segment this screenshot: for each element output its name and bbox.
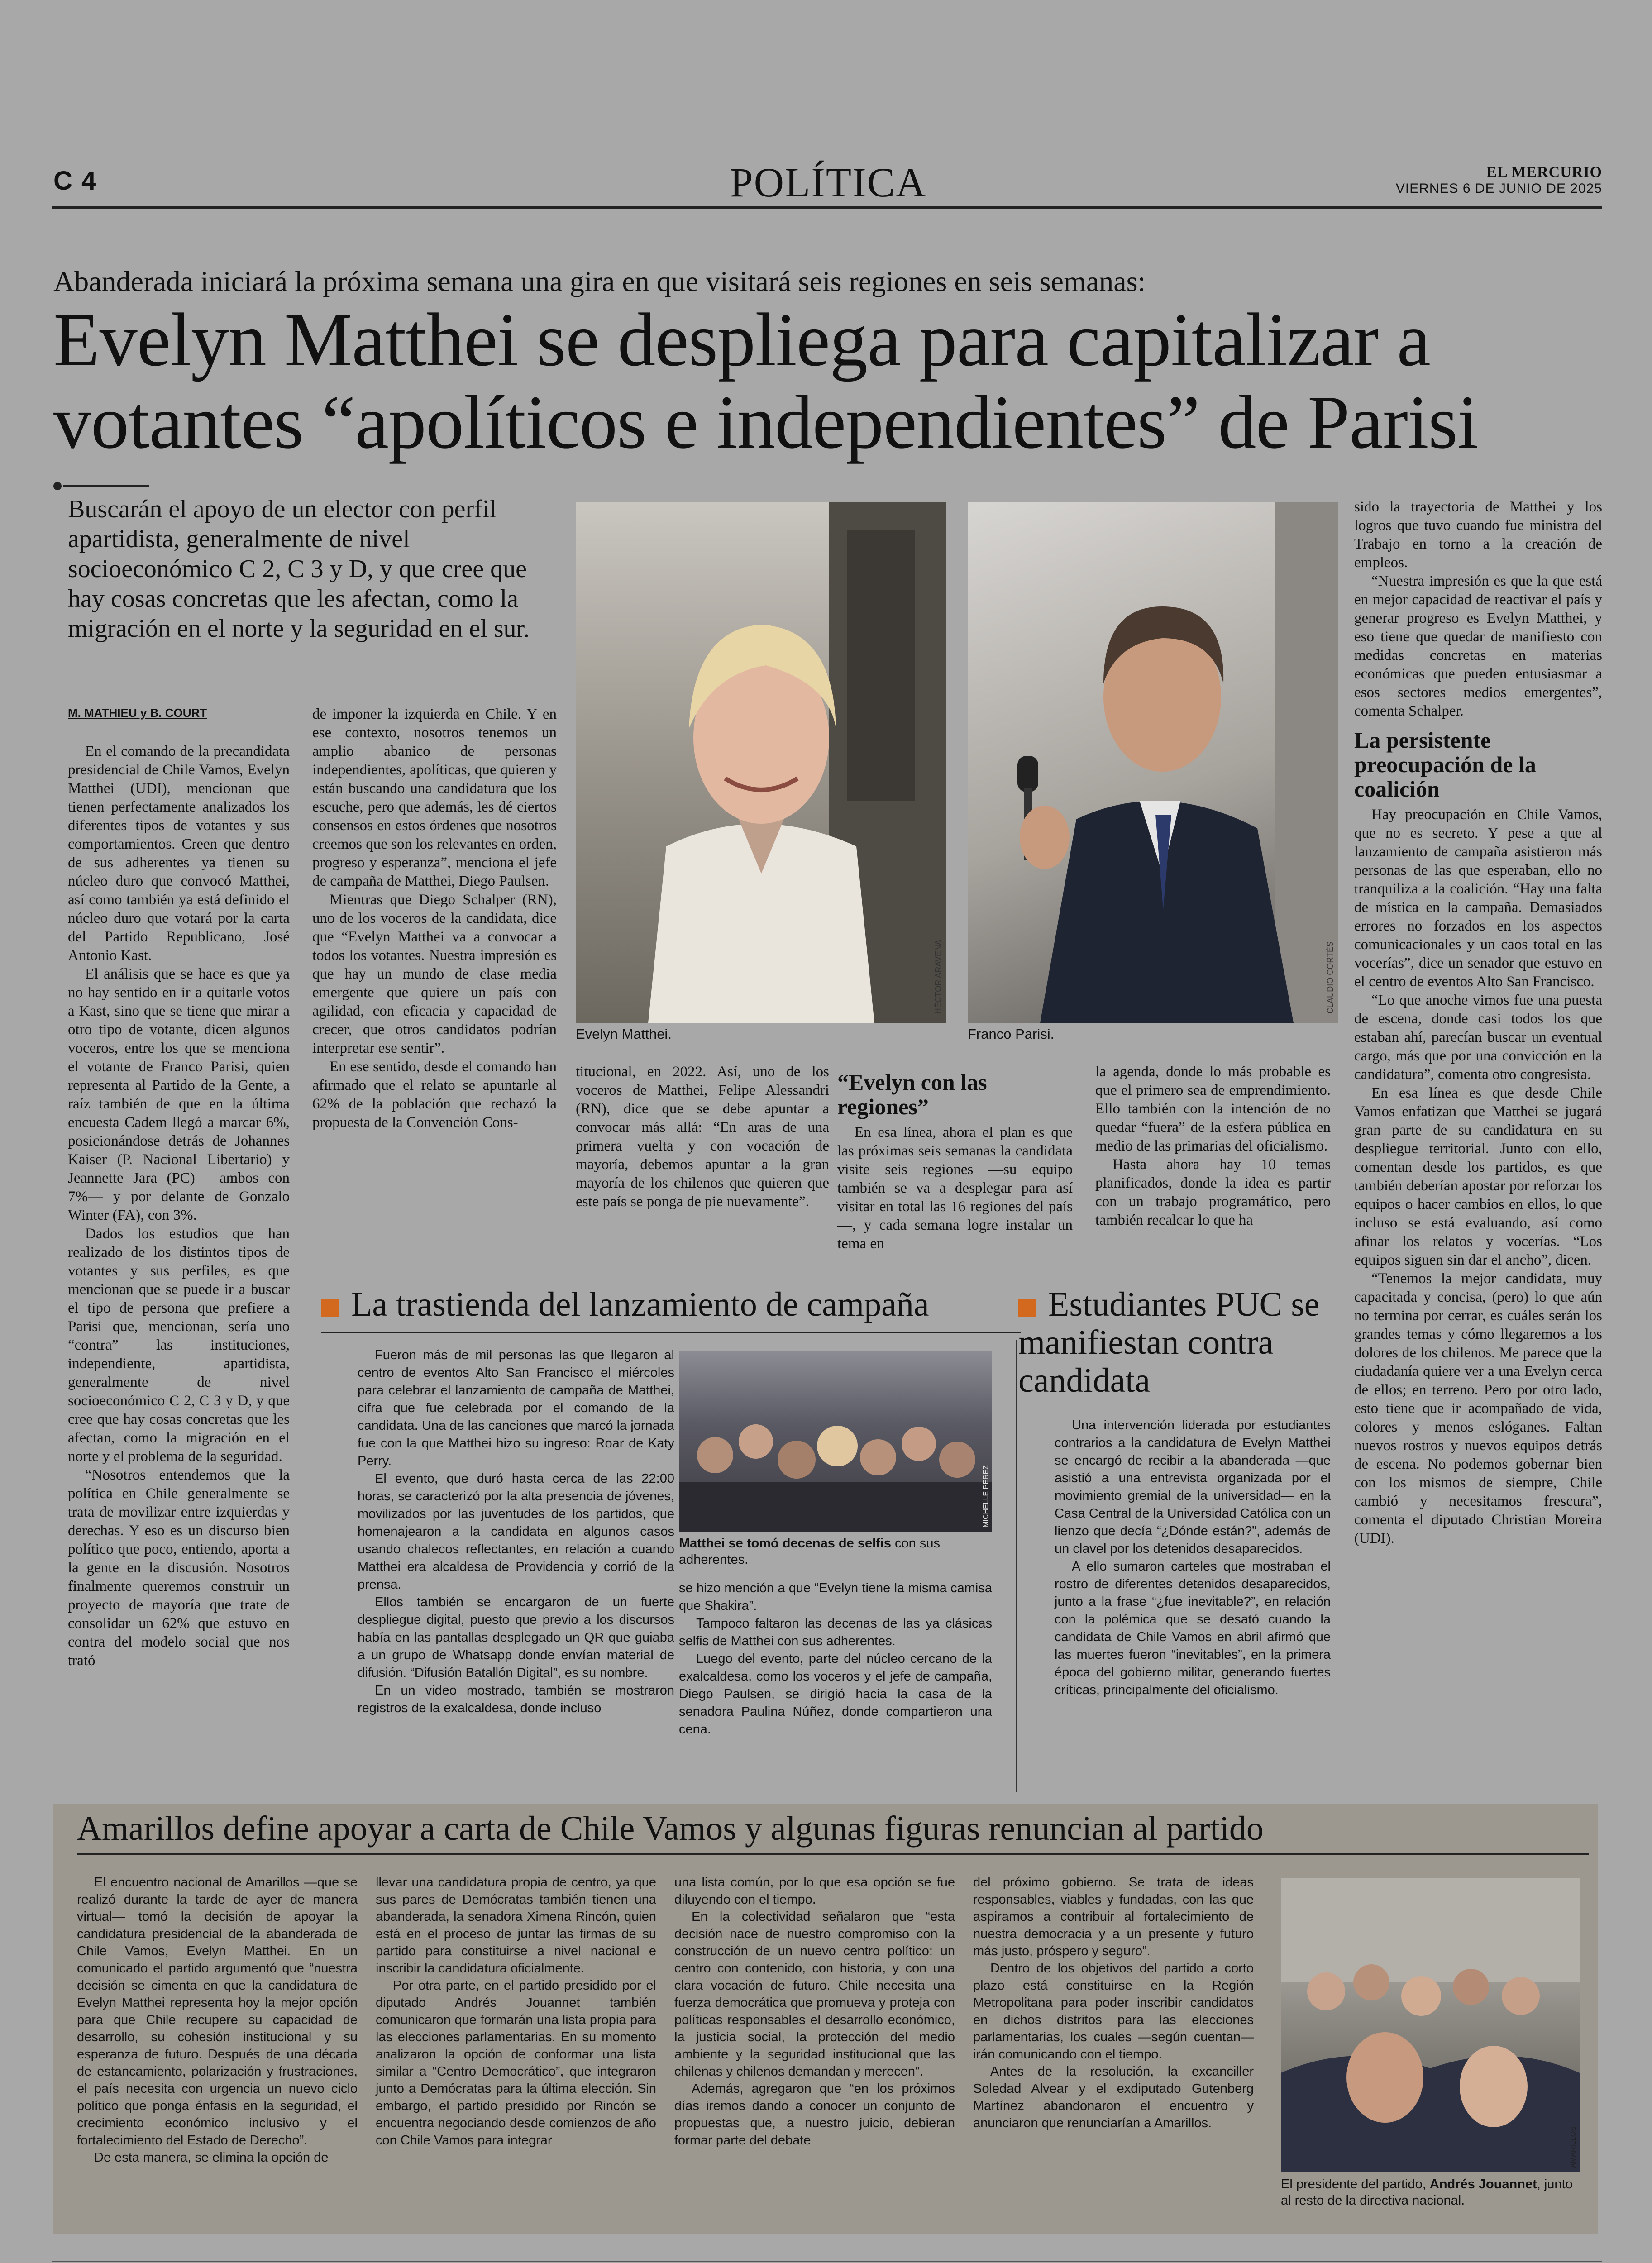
paragraph: Tampoco faltaron las decenas de las ya clásicas selfis de Matthei con sus adherentes.	[679, 1616, 992, 1648]
crowd-illustration	[679, 1351, 992, 1532]
trastienda-rule	[321, 1332, 1021, 1333]
paragraph: De esta manera, se elimina la opción de	[94, 2150, 329, 2165]
paragraph: titucional, en 2022. Así, uno de los voceros de Matthei, Felipe Alessandri (RN), dice que se debe apuntar a convocar más allá: “En aras de una primera vuelta y con vocación de mayoría, debemos apuntar a la gran mayoría de los chilenos que quieren que este país se ponga de pie nuevamente”.	[576, 1064, 829, 1210]
paragraph: Hasta ahora hay 10 temas planificados, donde la idea es partir con un trabajo programático, pero también recalcar lo que ha	[1095, 1156, 1331, 1228]
main-column-5	[1095, 1063, 1331, 1230]
amarillos-column-1	[77, 1874, 358, 2166]
main-deck: Buscarán el apoyo de un elector con perfil apartidista, generalmente de nivel socioeconómico C 2, C 3 y D, y que cree que hay cosas concretas que les afectan, como la migración en el norte y la seguridad en el sur.	[68, 495, 530, 643]
trastienda-title-text: La trastienda del lanzamiento de campaña	[351, 1285, 929, 1323]
puc-column	[1055, 1417, 1331, 1699]
photo-credit: AMARILLOS	[1570, 2126, 1577, 2168]
main-headline: Evelyn Matthei se despliega para capitalizar a votantes “apolíticos e independientes” de Parisi	[53, 298, 1478, 464]
paragraph: Hay preocupación en Chile Vamos, que no es secreto. Y pese a que al lanzamiento de campaña asistieron más personas de las que esperaban, ello no tranquiliza a la coalición. “Hay una falta de mística en la campaña. Demasiados errores no forzados en los aspectos comunicacionales y un caos total en las vocerías”, dice un senador que estuvo en el centro de eventos Alto San Francisco.	[1354, 807, 1602, 990]
photo-caption	[679, 1535, 992, 1568]
paragraph: de imponer la izquierda en Chile. Y en ese contexto, nosotros tenemos un amplio abanico de personas independientes, apolíticas, que quieren y están buscando una candidatura que los escuche, pero que además, les dé ciertos consensos en estos órdenes que nosotros creemos que son los relevantes en orden, progreso y esperanza”, menciona el jefe de campaña de Matthei, Diego Paulsen.	[312, 706, 557, 889]
amarillos-title: Amarillos define apoyar a carta de Chile Vamos y algunas figuras renuncian al partido	[77, 1809, 1264, 1848]
photo-credit: CLAUDIO CORTÉS	[1326, 941, 1335, 1014]
caption-bold: Matthei se tomó decenas de selfis	[679, 1536, 891, 1551]
column-divider	[1016, 1340, 1017, 1792]
paragraph: “Tenemos la mejor candidata, muy capacitada y concisa, (pero) lo que aún no termina por cerrar, es cuáles serán los grandes temas y cómo llegaremos a los dolores de los chilenos. Me parece que la ciudadanía quiere ver a una Evelyn cerca de ellos; en terreno. Pero por otro lado, esto tiene que ir acompañado de vida, colores y menos eslóganes. Faltan nuevos rostros y nuevos equipos detrás de escena. No podemos gobernar bien con los mismos de siempre, Chile cambió y necesitamos frescura”, comenta el diputado Christian Moreira (UDI).	[1354, 1270, 1602, 1547]
definiciones-rule-top	[52, 2261, 1602, 2262]
paragraph: Una intervención liderada por estudiantes contrarios a la candidatura de Evelyn Matthei se encargó de recibir a la abanderada —que asistió a una entrevista organizada por el movimiento gremial de la universidad— en la Casa Central de la Universidad Católica con un lienzo que decía “¿Dónde están?”, además de un clavel por los detenidos desaparecidos.	[1055, 1418, 1331, 1556]
paragraph: una lista común, por lo que esa opción se fue diluyendo con el tiempo.	[674, 1875, 955, 1907]
photo-caption	[1281, 2176, 1580, 2209]
paragraph: En un video mostrado, también se mostraron registros de la exalcaldesa, donde incluso	[358, 1683, 674, 1715]
paragraph: En ese sentido, desde el comando han afirmado que el relato se apuntarle al 62% de la población que rechazó la propuesta de la Convención Cons-	[312, 1059, 557, 1131]
photo-caption: Evelyn Matthei.	[576, 1026, 672, 1042]
puc-title-text: Estudiantes PUC se manifiestan contra candidata	[1018, 1285, 1320, 1399]
paragraph: sido la trayectoria de Matthei y los logros que tuvo cuando fue ministra del Trabajo en torno a la creación de empleos.	[1354, 499, 1602, 571]
amarillos-column-3	[674, 1874, 955, 2149]
caption-text: con sus adherentes.	[679, 1536, 940, 1567]
header-rule	[52, 206, 1602, 209]
caption-text: El presidente del partido,	[1281, 2177, 1430, 2191]
paragraph: En la colectividad señalaron que “esta decisión nace de nuestro compromiso con la construcción de un nuevo centro político: un centro con contenido, con historia, y con una clara vocación de futuro. Chile necesita una fuerza democrática que promueva y proteja con políticas responsables el desarrollo económico, la justicia social, la protección del medio ambiente y la seguridad institucional que las chilenas y chilenos demandan y merecen”.	[674, 1910, 955, 2079]
photo-caption: Franco Parisi.	[968, 1026, 1055, 1042]
amarillos-column-4	[973, 1874, 1254, 2132]
paragraph: Luego del evento, parte del núcleo cercano de la exalcaldesa, como los voceros y el jefe de campaña, Diego Paulsen, se dirigió hacia la casa de la senadora Paulina Núñez, donde compartieron una cena.	[679, 1652, 992, 1737]
main-column-2	[312, 705, 557, 1132]
paragraph: Ellos también se encargaron de un fuerte despliegue digital, puesto que previo a los discursos había en las pantallas desplegado un QR que guiaba a un grupo de Whatsapp donde envían material de difusión. “Difusión Batallón Digital”, es su nombre.	[358, 1595, 674, 1680]
paragraph: Dados los estudios que han realizado de los distintos tipos de votantes y sus perfiles, es que mencionan que se puede ir a buscar el tipo de persona que prefiere a Parisi que, mencionan, sería uno “contra” las instituciones, independiente, apartidista, generalmente de nivel socioeconómico C 2, C 3 y D, y que cree que hay cosas concretas que les afectan, como la migración en el norte y el problema de la seguridad.	[68, 1226, 290, 1465]
amarillos-rule	[77, 1853, 1589, 1855]
headline-dot	[53, 482, 62, 490]
portrait-illustration	[576, 502, 946, 1023]
group-illustration	[1281, 1878, 1580, 2172]
subhead: La persistente preocupación de la coalición	[1354, 727, 1536, 802]
paragraph: Mientras que Diego Schalper (RN), uno de los voceros de la candidata, dice que “Evelyn Matthei va a convocar a todos los votantes. Nuestra impresión es que hay un mundo de clase media emergente que quiere un país con agilidad, con eficacia y capacidad de crecer, que otros candidatos podrían interpretar ese sentir”.	[312, 892, 557, 1056]
paragraph: En esa línea, ahora el plan es que las próximas seis semanas la candidata visite seis regiones —su equipo también se va a desplegar para así visitar en total las 16 regiones del país—, y cada semana logre instalar un tema en	[837, 1124, 1073, 1252]
trastienda-column-1	[358, 1346, 674, 1717]
square-bullet-icon	[321, 1299, 339, 1317]
subhead: “Evelyn con las regiones”	[837, 1069, 987, 1119]
amarillos-column-2	[376, 1874, 656, 2149]
photo-amarillos-directiva	[1281, 1878, 1580, 2172]
paragraph: A ello sumaron carteles que mostraban el rostro de diferentes detenidos desaparecidos, junto a la frase “¿fue inevitable?”, en relación con la polémica que se desató cuando la candidata de Chile Vamos en abril afirmó que las muertes fueron “inevitables”, en la primera época del gobierno militar, generando fuertes críticas, principalmente del oficialismo.	[1055, 1559, 1331, 1697]
paragraph: En el comando de la precandidata presidencial de Chile Vamos, Evelyn Matthei (UDI), mencionan que tienen perfectamente analizados los diferentes tipos de votantes y sus comportamientos. Creen que dentro de sus adherentes ya tienen su núcleo duro que convocó Matthei, así como también ya está definido el núcleo duro que votará por la carta del Partido Republicano, José Antonio Kast.	[68, 743, 290, 964]
main-kicker: Abanderada iniciará la próxima semana una gira en que visitará seis regiones en seis semanas:	[53, 265, 1146, 297]
photo-selfie-crowd	[679, 1351, 992, 1532]
section-title: POLÍTICA	[730, 159, 927, 205]
trastienda-column-2	[679, 1580, 992, 1738]
paragraph: Además, agregaron que “en los próximos días iremos dando a conocer un conjunto de propuestas que, a nuestro juicio, debieran formar parte del debate	[674, 2082, 955, 2148]
page-number: C 4	[53, 166, 97, 196]
photo-franco-parisi	[968, 502, 1338, 1023]
caption-bold: Andrés Jouannet	[1429, 2177, 1537, 2191]
portrait-illustration	[968, 502, 1338, 1023]
paragraph: llevar una candidatura propia de centro, ya que sus pares de Demócratas también tienen una abanderada, la senadora Ximena Rincón, quien está en el proceso de juntar las firmas de su partido para constituirse a nivel nacional e inscribir la candidatura oficialmente.	[376, 1875, 656, 1976]
deck-rule	[63, 485, 149, 487]
main-column-1	[68, 742, 290, 1670]
paragraph: “Lo que anoche vimos fue una puesta de escena, donde casi todos los que estaban ahí, parecían buscar un eventual cargo, más que por una convicción en la candidatura”, comenta otro congresista.	[1354, 992, 1602, 1083]
paragraph: la agenda, donde lo más probable es que el primero sea de emprendimiento. Ello también con la intención de no quedar “fuera” de la esfera pública en medio de las primarias del oficialismo.	[1095, 1064, 1331, 1154]
paragraph: El análisis que se hace es que ya no hay sentido en ir a quitarle votos a Kast, sino que se tiene que mirar a otro tipo de votante, dicen algunos voceros, entre los que se menciona el votante de Franco Parisi, quien representa al Partido de la Gente, a raíz también de que en la última encuesta Cadem llegó a marcar 6%, posicionándose detrás de Johannes Kaiser (P. Nacional Libertario) y Jeannette Jara (PC) —ambos con 7%— y por delante de Gonzalo Winter (FA), con 3%.	[68, 966, 290, 1223]
paragraph: del próximo gobierno. Se trata de ideas responsables, viables y fundadas, con las que aspiramos a contribuir al fortalecimiento de nuestra democracia y a un presente y futuro más justo, próspero y seguro”.	[973, 1875, 1254, 1958]
byline: M. MATHIEU y B. COURT	[68, 706, 207, 720]
paragraph: En esa línea es que desde Chile Vamos enfatizan que Matthei se jugará gran parte de su candidatura en su despliegue territorial. Junto con ello, comentan desde los partidos, es que también deberían apostar por reforzar los equipos o hacer cambios en ellos, lo que incluso se está evaluando, así como afinar los relatos y vocerías. “Los equipos siguen sin dar el ancho”, dicen.	[1354, 1085, 1602, 1268]
trastienda-title	[321, 1285, 1027, 1323]
paragraph: Fueron más de mil personas las que llegaron al centro de eventos Alto San Francisco el miércoles para celebrar el lanzamiento de campaña de Matthei, cifra que fue celebrada por el comando de la candidata. Una de las canciones que marcó la jornada fue con la que Matthei hizo su ingreso: Roar de Katy Perry.	[358, 1348, 674, 1468]
paper-name: EL MERCURIO	[1486, 164, 1602, 181]
paragraph: se hizo mención a que “Evelyn tiene la misma camisa que Shakira”.	[679, 1581, 992, 1613]
paragraph: Por otra parte, en el partido presidido por el diputado Andrés Jouannet también comunicaron que formarán una lista propia para las elecciones parlamentarias. En su momento analizaron la opción de conformar una lista similar a “Centro Democrático”, que integraron junto a Demócratas para la última elección. Sin embargo, el partido presidido por Rincón se encuentra negociando desde comienzos de año con Chile Vamos para integrar	[376, 1978, 656, 2148]
caption-text: , junto al resto de la directiva nacional.	[1281, 2177, 1573, 2208]
puc-title	[1018, 1285, 1344, 1399]
paragraph: “Nuestra impresión es que la que está en mejor capacidad de reactivar el país y generar progreso es Evelyn Matthei, y eso tiene que quedar de manifiesto con medidas concretas en materias económicas que pueden entusiasmar a esos sectores medios emergentes”, comenta Schalper.	[1354, 573, 1602, 719]
photo-evelyn-matthei	[576, 502, 946, 1023]
paragraph: Antes de la resolución, la excanciller Soledad Alvear y el exdiputado Gutenberg Martínez abandonaron el encuentro y anunciaron que renunciarían a Amarillos.	[973, 2064, 1254, 2130]
paragraph: El evento, que duró hasta cerca de las 22:00 horas, se caracterizó por la alta presencia de jóvenes, movilizados por las juventudes de los partidos, que homenajearon a la candidata en algunos casos usando chalecos reflectantes, en relación a cuando Matthei era alcaldesa de Providencia y corrió de la prensa.	[358, 1471, 674, 1592]
main-column-4	[837, 1063, 1073, 1253]
photo-credit: HÉCTOR ARAVENA	[934, 939, 943, 1014]
issue-date: VIERNES 6 DE JUNIO DE 2025	[1395, 181, 1602, 196]
main-column-3	[576, 1063, 829, 1211]
paragraph: “Nosotros entendemos que la política en Chile generalmente se trata de movilizar entre izquierdas y derechas. Y eso es un discurso bien político que poco, entiendo, aporta a la gente en la discusión. Nosotros finalmente queremos construir un proyecto de mayoría que trate de consolidar un 62% que estuvo en contra del modelo social que nos trató	[68, 1467, 290, 1669]
paragraph: El encuentro nacional de Amarillos —que se realizó durante la tarde de ayer de manera virtual— tomó la decisión de apoyar la candidatura presidencial de la abanderada de Chile Vamos, Evelyn Matthei. En un comunicado el partido argumentó que “nuestra decisión se cimenta en que la candidatura de Evelyn Matthei representa hoy la mejor opción para que Chile recupere su capacidad de desarrollo, su cohesión institucional y su esperanza de futuro. Después de una década de estancamiento, polarización y frustraciones, el país necesita con urgencia un nuevo ciclo político que ponga énfasis en la seguridad, el crecimiento económico inclusivo y el fortalecimiento del Estado de Derecho”.	[77, 1875, 358, 2148]
paragraph: Dentro de los objetivos del partido a corto plazo está constituirse en la Región Metropolitana para poder inscribir candidatos en dichos distritos para las elecciones parlamentarias, los cuales —según cuentan— irán comunicando con el tiempo.	[973, 1961, 1254, 2062]
square-bullet-icon	[1018, 1299, 1036, 1317]
photo-credit: MICHELLE PEREZ	[982, 1465, 990, 1528]
main-column-6	[1354, 498, 1602, 1548]
